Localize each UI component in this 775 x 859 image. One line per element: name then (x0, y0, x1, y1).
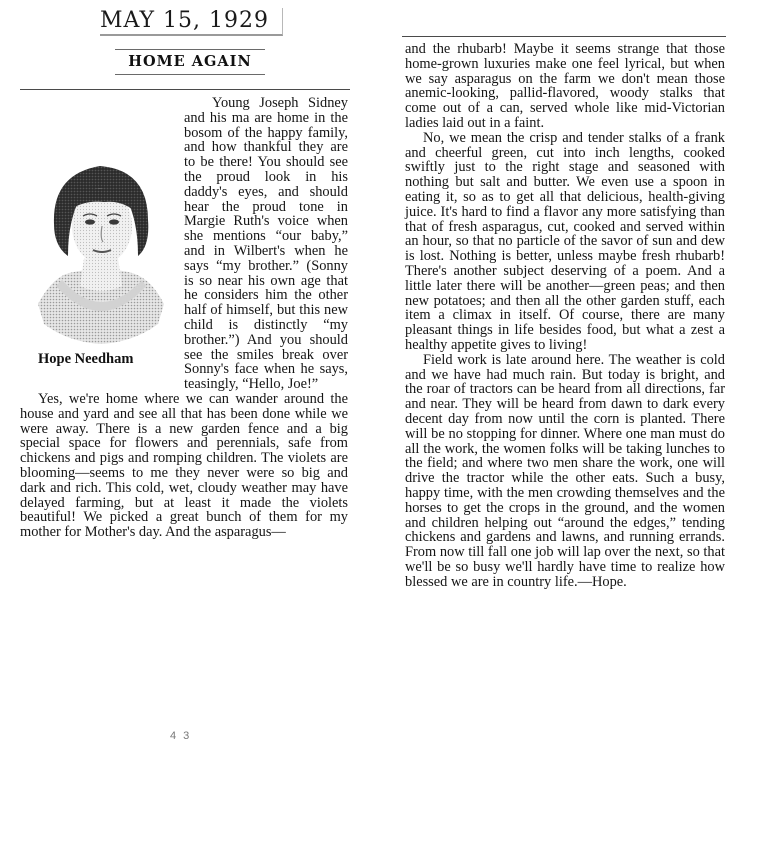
woman-portrait-image (34, 154, 168, 344)
paragraph: Field work is late around here. The weather is cold and we have had much rain. But today is bright, and the roar of tractors can be heard from all directions, far and near. They will be heard from dawn to dark every decent day from now until the corn is planted. There will be no stopping for dinner. Where one man must do all the work, the women folks will be taking lunches to the field; and where two men share the work, one will drive the tractor while the other eats. Such a busy, happy time, with the men crowding themselves and the horses to get the crops in the ground, and the women and children helping out “around the edges,” tending chickens and gardens and lawns, and running errands. From now till fall one job will lap over the next, so that we'll be so busy we'll hardly have time to realize how blessed we are in country life.—Hope. (405, 351, 725, 590)
paragraph: Young Joseph Sidney and his ma are home in the bosom of the happy family, and how thankful they are to be there! You should see the proud look in his daddy's eyes, and should hear the proud tone in Margie Ruth's voice when she mentions “our baby,” and in Wilbert's when he says “my brother.” (Sonny is so near his own age that he considers him the other half of himself, but this new child is distinctly “my brother.”) And you should see the smiles break over Sonny's face when he says, teasingly, “Hello, Joe!” (184, 95, 348, 393)
article-column-right (405, 42, 725, 589)
page-number-mark: 4 3 (170, 730, 192, 742)
date-stamp: MAY 15, 1929 (100, 8, 283, 36)
paragraph: No, we mean the crisp and tender stalks of a frank and cheerful green, cut into inch lengths, cooked swiftly just to the right stage and seasoned with nothing but salt and butter. We even use a spoon in eating it, so as to get all that delicious, health-giving juice. It's hard to find a flavor any more satisfying than that of fresh asparagus, cut, cooked and served within an hour, so that no particle of the savor of sun and dew is lost. Nothing is better, unless maybe fresh rhubarb! There's another subject deserving of a poem. And a little later there will be another—green peas; and then new potatoes; and then all the other garden stuff, each item a climax in itself. Of course, there are many pleasant things in life besides food, but what a zest a healthy appetite gives to living! (405, 129, 725, 353)
headline: HOME AGAIN (115, 49, 265, 75)
portrait-figure (18, 96, 178, 378)
article-column-left (20, 96, 348, 540)
paragraph: and the rhubarb! Maybe it seems strange that those home-grown luxuries make one feel lyrical, but when we say asparagus on the farm we don't mean those anemic-looking, pallid-flavored, woody stalks that come out of a can, served whole like mid-Victorian ladies laid out in a faint. (405, 41, 725, 131)
paragraph: Yes, we're home where we can wander around the house and yard and see all that has been done while we were away. There is a new garden fence and a big special space for flowers and perennials, safe from chickens and pigs and romping children. The violets are blooming—seems to me they never were so big and dark and rich. This cold, wet, cloudy weather may have delayed farming, but at least it made the violets beautiful! We picked a great bunch of them for my mother for Mother's day. And the asparagus— (20, 390, 348, 541)
portrait-caption: Hope Needham (38, 351, 134, 367)
